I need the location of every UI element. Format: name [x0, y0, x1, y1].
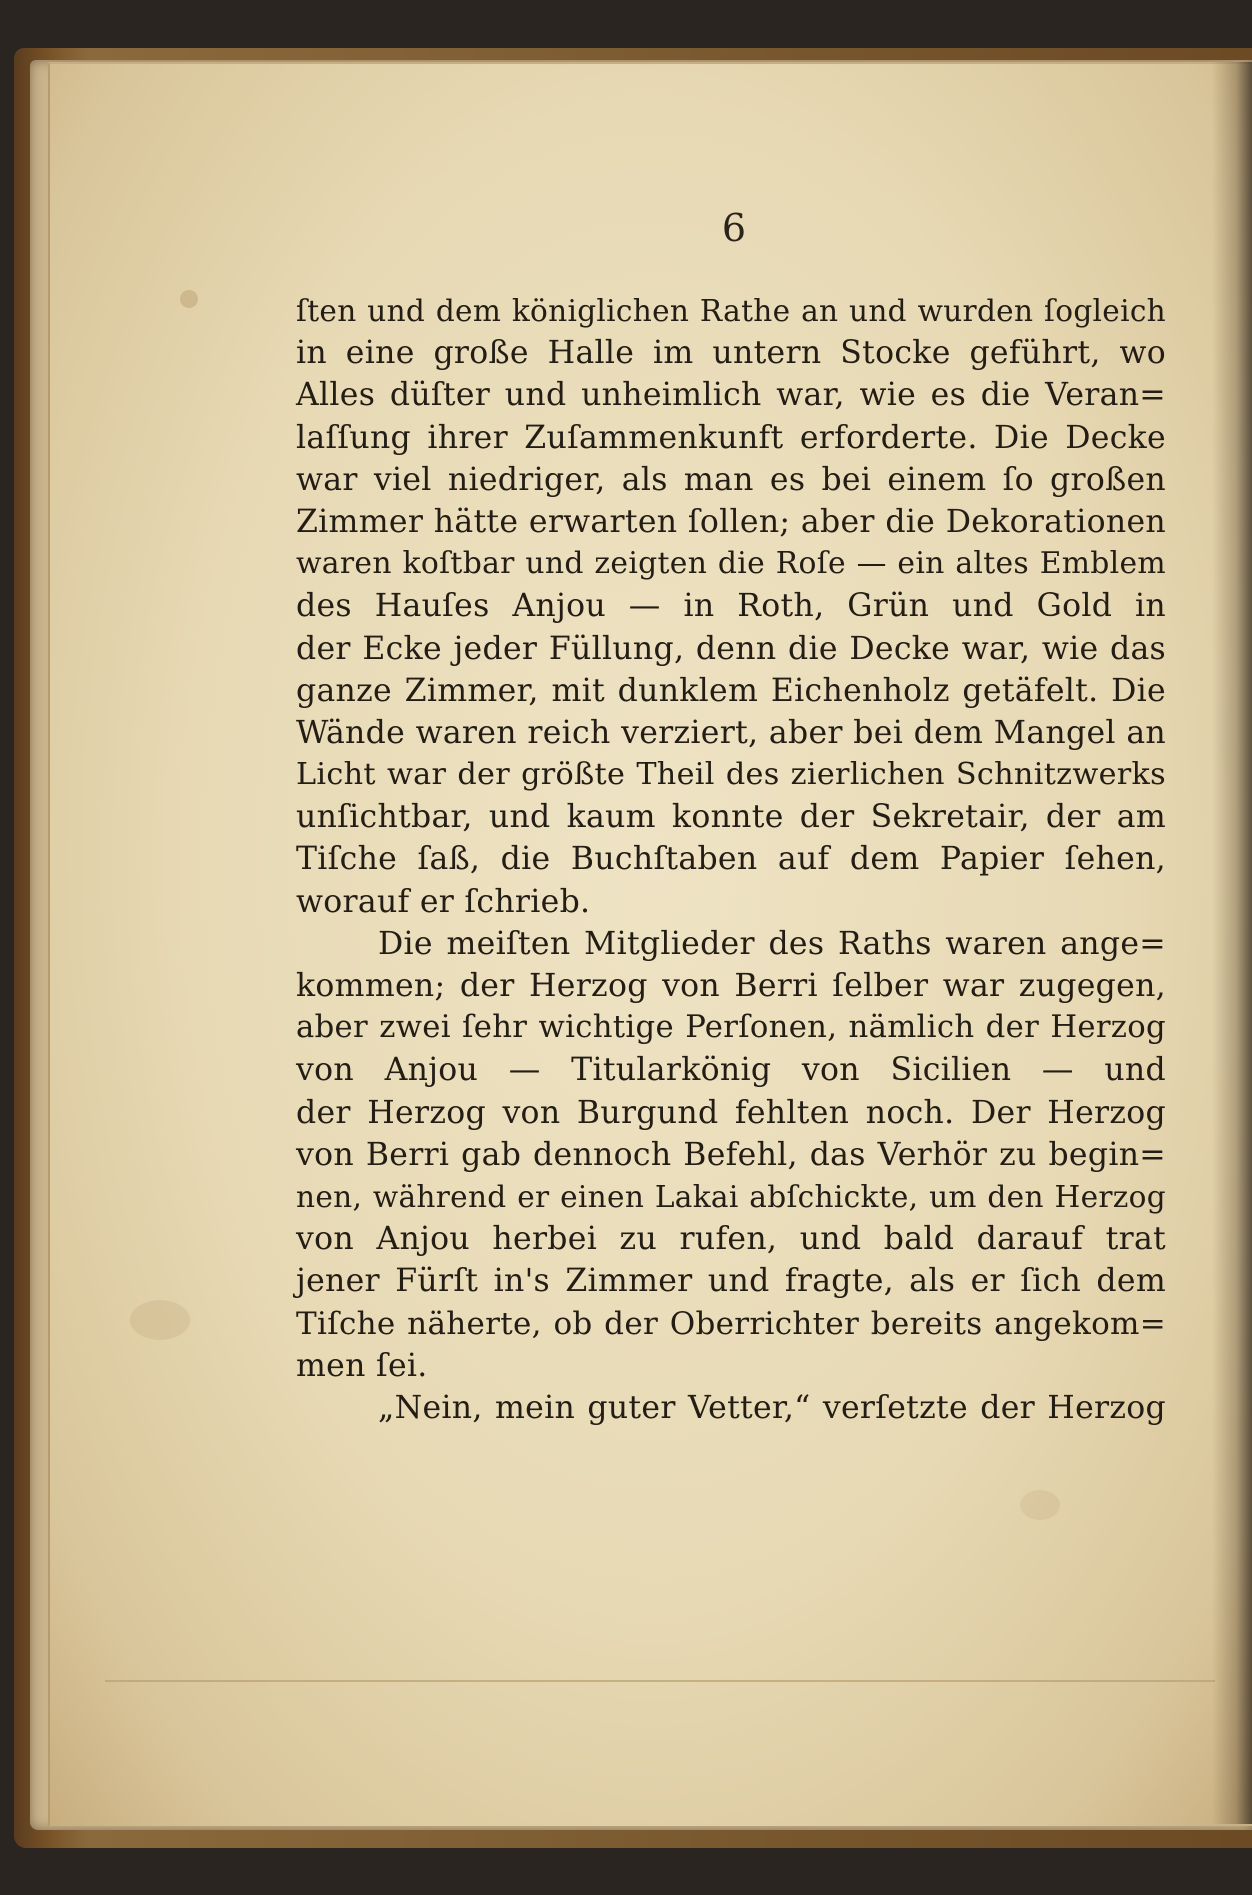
text-line: ganze Zimmer, mit dunklem Eichenholz getäfelt. Die	[296, 672, 1166, 709]
gutter-shadow	[1212, 62, 1252, 1824]
page-number: 6	[721, 206, 747, 250]
text-line: Tiſche ſaß, die Buchſtaben auf dem Papier ſehen,	[296, 841, 1166, 878]
stain	[1020, 1490, 1060, 1520]
stain	[180, 290, 198, 308]
text-line: worauf er ſchrieb.	[296, 883, 591, 920]
text-line: men ſei.	[296, 1347, 428, 1384]
text-line: aber zwei ſehr wichtige Perſonen, nämlich der Herzog	[296, 1010, 1166, 1046]
text-line: Licht war der größte Theil des zierlichen Schnitzwerks	[296, 757, 1166, 793]
text-line: nen, während er einen Lakai abſchickte, um den Herzog	[296, 1179, 1166, 1214]
text-line: Tiſche näherte, ob der Oberrichter bereits angekom=	[296, 1305, 1166, 1342]
text-line: kommen; der Herzog von Berri ſelber war zugegen,	[296, 968, 1166, 1004]
text-line: Alles düſter und unheimlich war, wie es die Veran=	[296, 377, 1166, 414]
text-line: war viel niedriger, als man es bei einem ſo großen	[296, 461, 1166, 498]
text-line: der Ecke jeder Füllung, denn die Decke war, wie das	[296, 630, 1166, 667]
text-line: Wände waren reich verziert, aber bei dem Mangel an	[296, 714, 1166, 751]
text-line: unſichtbar, und kaum konnte der Sekretair, der am	[296, 799, 1166, 836]
text-line: des Hauſes Anjou — in Roth, Grün und Gold in	[296, 588, 1166, 625]
body-text	[296, 290, 1166, 1429]
text-line: laſſung ihrer Zuſammenkunft erforderte. Die Decke	[296, 419, 1166, 456]
text-line: ſten und dem königlichen Rathe an und wurden ſogleich	[296, 294, 1166, 328]
text-line: von Berri gab dennoch Befehl, das Verhör zu begin=	[296, 1136, 1166, 1173]
text-line: „Nein, mein guter Vetter,“ verſetzte der Herzog	[378, 1389, 1166, 1426]
stain	[130, 1300, 190, 1340]
page-fold-edge	[105, 1680, 1215, 1682]
text-line: in eine große Halle im untern Stocke geführt, wo	[296, 335, 1166, 372]
text-line: waren koſtbar und zeigten die Roſe — ein altes Emblem	[296, 546, 1166, 582]
text-line: der Herzog von Burgund fehlten noch. Der Herzog	[296, 1094, 1166, 1131]
text-line: Die meiſten Mitglieder des Raths waren ange=	[378, 925, 1166, 962]
text-line: jener Fürſt in's Zimmer und fragte, als er ſich dem	[296, 1263, 1166, 1300]
text-line: von Anjou herbei zu rufen, und bald darauf trat	[296, 1221, 1166, 1258]
text-line: von Anjou — Titularkönig von Sicilien — und	[296, 1052, 1166, 1089]
text-line: Zimmer hätte erwarten ſollen; aber die Dekorationen	[296, 503, 1166, 540]
